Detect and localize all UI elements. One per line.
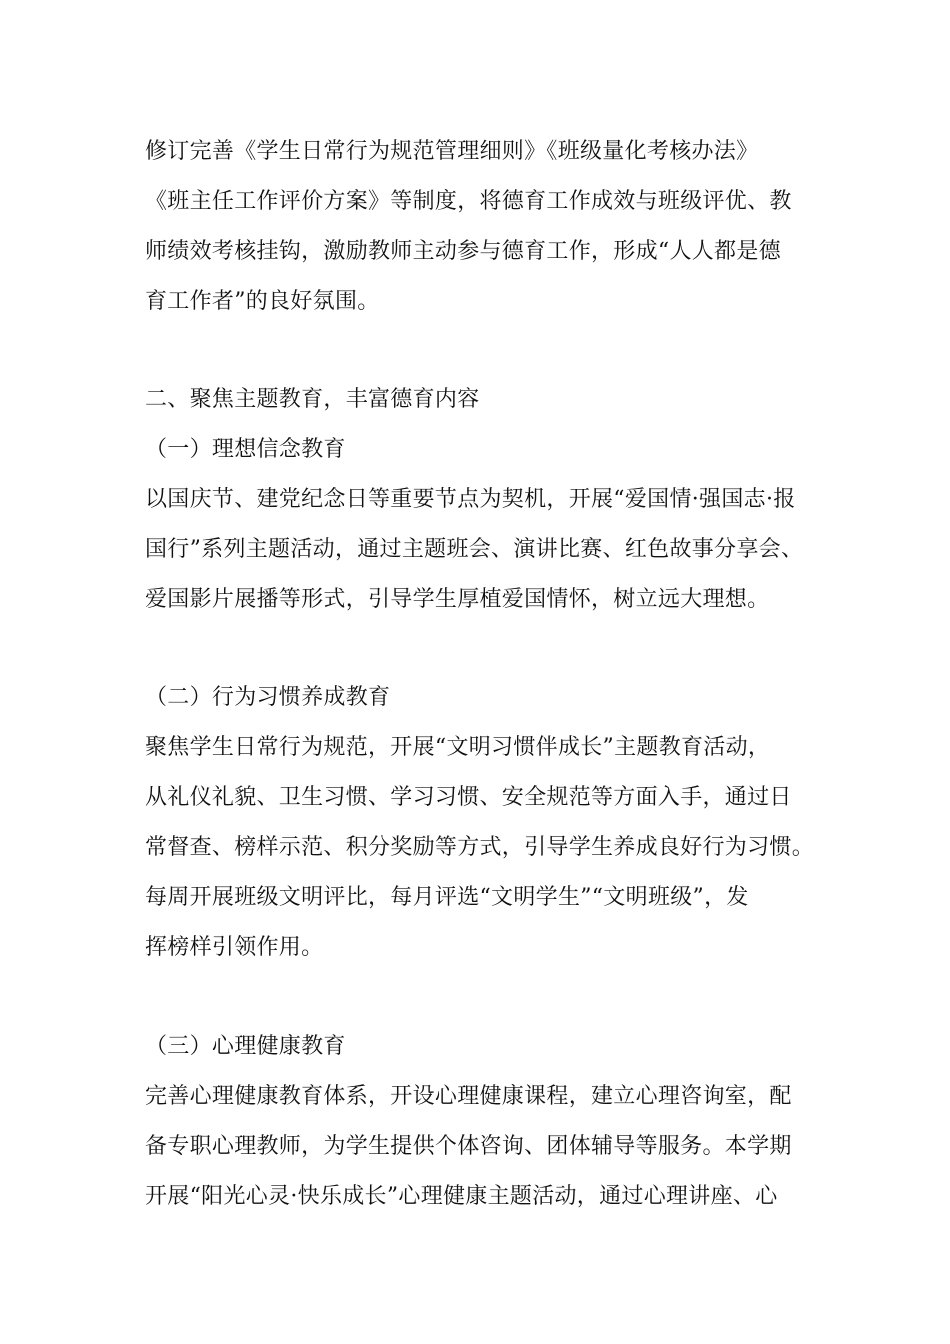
paragraph-line: 聚焦学生日常行为规范，开展“文明习惯伴成长”主题教育活动， [145, 735, 771, 760]
section-heading: 二、聚焦主题教育，丰富德育内容 [145, 387, 480, 412]
paragraph-line: 完善心理健康教育体系，开设心理健康课程，建立心理咨询室，配 [145, 1084, 792, 1109]
paragraph-line: 国行”系列主题活动，通过主题班会、演讲比赛、红色故事分享会、 [145, 537, 804, 562]
subsection-heading: （二）行为习惯养成教育 [145, 685, 391, 710]
paragraph-line: 每周开展班级文明评比，每月评选“文明学生”“文明班级”，发 [145, 885, 749, 910]
paragraph-line: 育工作者”的良好氛围。 [145, 289, 380, 314]
paragraph-line: 挥榜样引领作用。 [145, 935, 324, 960]
paragraph-line: 修订完善《学生日常行为规范管理细则》《班级量化考核办法》 [145, 139, 759, 164]
paragraph-line: 师绩效考核挂钩，激励教师主动参与德育工作，形成“人人都是德 [145, 239, 781, 264]
paragraph-line: 从礼仪礼貌、卫生习惯、学习习惯、安全规范等方面入手，通过日 [145, 785, 792, 810]
paragraph-line: 开展“阳光心灵·快乐成长”心理健康主题活动，通过心理讲座、心 [145, 1184, 778, 1209]
paragraph-line: 《班主任工作评价方案》等制度，将德育工作成效与班级评优、教 [145, 189, 792, 214]
paragraph-line: 爱国影片展播等形式，引导学生厚植爱国情怀，树立远大理想。 [145, 587, 770, 612]
paragraph-line: 以国庆节、建党纪念日等重要节点为契机，开展“爱国情·强国志·报 [145, 487, 796, 512]
subsection-heading: （三）心理健康教育 [145, 1034, 346, 1059]
paragraph-line: 常督查、榜样示范、积分奖励等方式，引导学生养成良好行为习惯。 [145, 835, 815, 860]
subsection-heading: （一）理想信念教育 [145, 437, 346, 462]
paragraph-line: 备专职心理教师，为学生提供个体咨询、团体辅导等服务。本学期 [145, 1134, 792, 1159]
